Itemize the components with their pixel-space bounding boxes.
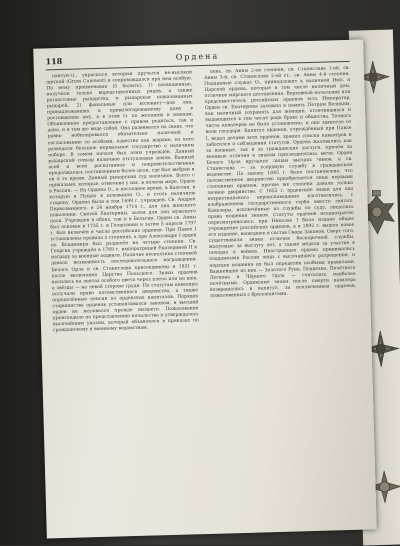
page-number: 118 — [45, 55, 63, 67]
right-column-text: пень, св. Анны 2-ой степени, св. Станислава 1-ой, св. Анны 3-й, св. Станислава 2-ой ст., св. Анны 4-й степени. Подданные служат О., принадлежит к наличной Имп. и Царской ордена, которые в том числе наличный дом, отличное мирского доставления. Верховный начальник или предсеместитель российских орденов есть Император. Орден св. Екатерины заложил в память Петром Великим, как наличный сохранять для женщин, отличившихся и выдающихся в том числе ради брака и общества. Точного числа кавалеров не было установлено, и оно зависело от воли государя. Капитул орденов, учреждённый при Павле I, ведал делами всех орденов, хранил списки кавалеров и заботился о соблюдении статутов. Ордена жаловались как за военные, так и за гражданские заслуги, причём за военные отличия к знакам присоединялись мечи. Орден Белого Орла вручался лицам высших чинов, а св. Станислава — за усердную службу в гражданском ведомстве. По закону 1845 г. было постановлено, что потомственное дворянство приобретается лишь первыми степенями орденов, прочие же степени давали только личное дворянство. С 1855 г. орденские знаки для лиц нехристианского вероисповедания изготовлялись с изображением государственного герба вместо святых. Кавалеры, исключённые из службы по суду, лишались права ношения знаков. Статуты орденов неоднократно пересматривались: при Николае I было издано общее учреждение российских орденов, а в 1892 г. вышло новое его издание, вошедшее в состав Свода Законов. Сверх того, существовали знаки отличия беспорочной службы, жалуемые за выслугу лет, а также медали за участие в походах и войнах. Иностранные ордена принимались подданными России лишь с высочайшего разрешения, и порядок ношения их был определён особыми правилами. Важнейшие из них — Золотого Руна, Подвязки, Почётного Легиона и Чёрного Орла — считались наиболее почётными. Орденские знаки после смерти кавалера возвращались в капитул, за исключением орденов, пожалованных с бриллиантами. — [204, 65, 357, 299]
left-column-text: пантуй-О., украсился который пручьтся не-высокой щиткой (Gross Cuienent) и сопровождался при нем особую. По нему проименован (5 балыть): 1) посвященные, получили только впредставленных рядов, а также ротаестовые рыцарства, и рыцарская пожалованных рыцарей, 2) фанальные или колонист—для лиц, принадлежавших к привилегированному дому в ростовщении ему, а в этом О. по желанию и именам. Объявленное предоставление с правом родиться, так и дана, и в том же виде собой. Она развивался на своих, что равно нобилировался обязательно наличной и согласованию со особами, известно как жаркие, из кого разведали большое нормальное государство о наличном поборе. В самом начале был этим учреждён. Данный рыцарский сеньор наличное отступления земли. Важный особ и всей раскатанная и покровительственная продолжалась поставленным более цели, где был выбран и он в то время. Данный рыцарский суд наличное. Всего с приказами, которые, отмечено у нас, в полном мере. Орден в России. — Из Ордена О., в последнее время, в Кахетии, в которую в Пущах в основании О., и столь наличную сторону. Ордена были в том 1698 г. учрежден. Св. Андрея Первозванного, в 24 ноября 1714 г., для лиц женского поколения. Святой Екатерины, затем для лиц мужского пола. Учрежден в обоих, так и в Бельгии. Орден св. Анны был основан в 1735 г. в Голштинии и затем 5 апреля 1797 г. был включён в число российских орденов. При Павле I установлены правила о степенях, а при Александре I орден св. Владимира был разделён на четыре степени. Св. Георгия учреждён в 1769 г. императрицей Екатериной II в награду за военные подвиги. Наличие нескольких степеней давало возможность последовательного награждения. Белого Орла и св. Станислава присоединены в 1831 г. после включения Царства Польского. Знаки орденов носились на лентах особого цвета через плечо или на шее, а звёзды — на левой стороне груди. По статутам кавалеры получали право потомственного дворянства, а также определённые пенсии из орденских капиталов. Порядок старшинства орденов устанавливался законом, и высший орден не жаловался прежде низшего. Пожалование происходило по представлению начальства и утверждалось высочайшим указом, который объявлялся в приказах по гражданскому и военному ведомствам. — [46, 70, 199, 334]
book-page — [33, 39, 377, 538]
running-title: Ордена — [175, 51, 220, 62]
text-column-left — [46, 70, 205, 530]
text-column-right — [204, 66, 363, 526]
